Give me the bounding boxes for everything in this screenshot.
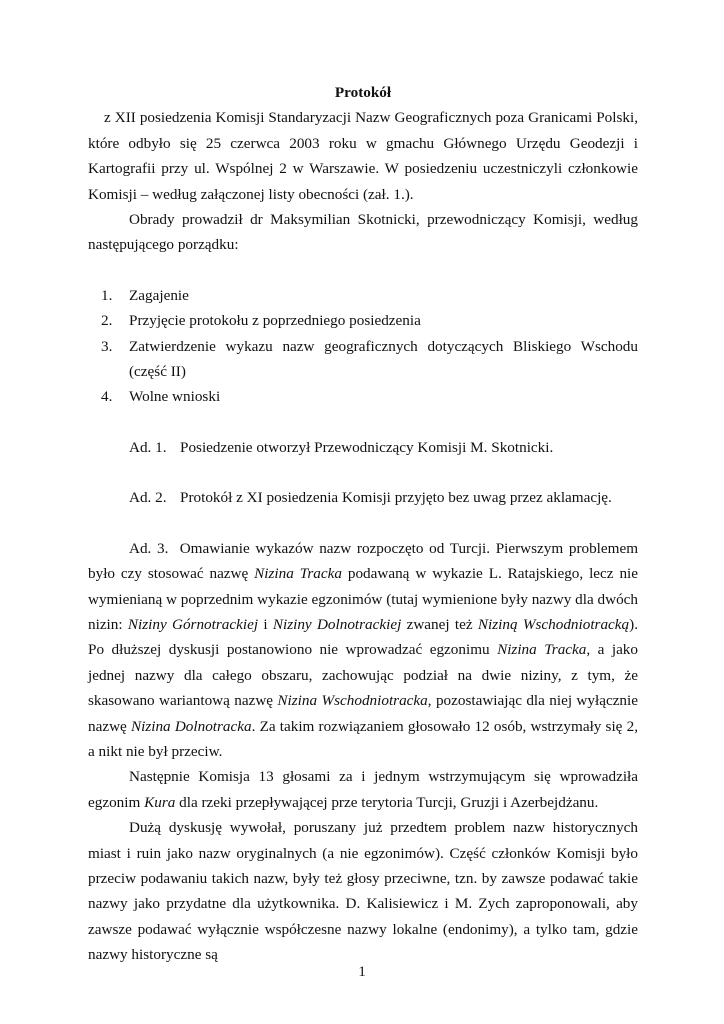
text-run: podawaną w wykazie L. Ratajskiego, lecz nie wymienianą w poprzednim wykazie egzonimów (tutaj wymienione były nazwy dla dwóch nizin:	[88, 565, 638, 633]
document-body	[88, 80, 638, 968]
ad2-paragraph	[88, 485, 638, 510]
text-run: ). Po dłuższej dyskusji postanowiono nie wprowadzać egzonimu	[88, 615, 638, 659]
agenda-item	[88, 308, 638, 333]
text-run: . Za takim rozwiązaniem głosowało 12 osób, wstrzymały się 2, a nikt nie był przeciw.	[88, 717, 638, 760]
agenda-item-text: Przyjęcie protokołu z poprzedniego posiedzenia	[129, 312, 421, 330]
agenda-item-number: 2.	[101, 312, 113, 330]
spacer	[88, 410, 638, 435]
text-run: Następnie Komisja 13 głosami za i jednym wstrzymującym się wprowadziła egzonim	[88, 768, 638, 811]
page-number: 1	[358, 963, 366, 980]
text-run: dla rzeki przepływającej prze terytoria Turcji, Gruzji i Azerbejdżanu.	[175, 793, 599, 811]
agenda-item-text: Wolne wnioski	[129, 388, 221, 406]
ad3-paragraph-2	[88, 764, 638, 815]
agenda-item	[88, 334, 638, 385]
agenda-item-text: Zagajenie	[129, 286, 189, 304]
agenda-list	[88, 283, 638, 410]
italic-place-name: Nizina Tracka	[497, 641, 587, 659]
text-run: , a jako jednej nazwy dla całego obszaru, zachowując podział na dwie niziny, z tym, że skasowano wariantową nazwę	[88, 641, 638, 710]
ad3-label: Ad. 3.	[129, 539, 169, 557]
spacer	[88, 511, 638, 536]
document-title: Protokół	[334, 84, 392, 101]
agenda-item-text: Zatwierdzenie wykazu nazw geograficznych dotyczących Bliskiego Wschodu (część II)	[129, 337, 638, 381]
intro-paragraph: z XII posiedzenia Komisji Standaryzacji Nazw Geograficznych poza Granicami Polski, które odbyło się 25 czerwca 2003 roku w gmachu Głównego Urzędu Geodezji i Kartografii przy ul. Wspólnej 2 w Warszawie. W posiedzeniu uczestniczyli członkowie Komisji – według załączonej listy obecności (zał. 1.).	[88, 109, 638, 203]
italic-place-name: Nizina Dolnotracka	[130, 717, 252, 735]
text-run: , pozostawiając dla niej wyłącznie nazwę	[88, 692, 638, 735]
agenda-item-number: 1.	[101, 286, 113, 304]
ad1-paragraph	[88, 435, 638, 460]
text-run: Omawianie wykazów nazw rozpoczęto od Turcji. Pierwszym problemem było czy stosować nazwę	[88, 539, 639, 583]
chair-paragraph: Obrady prowadził dr Maksymilian Skotnicki, przewodniczący Komisji, według następującego porządku:	[88, 211, 638, 254]
spacer	[88, 258, 638, 283]
agenda-item-number: 4.	[101, 388, 113, 406]
agenda-item	[88, 384, 638, 409]
ad2-label: Ad. 2.	[129, 489, 167, 507]
text-run: i	[258, 615, 273, 633]
italic-place-name: Nizina Tracka	[254, 565, 342, 583]
agenda-item	[88, 283, 638, 308]
italic-place-name: Niziny Dolnotrackiej	[272, 615, 402, 633]
italic-place-name: Niziny Górnotrackiej	[127, 615, 259, 633]
ad1-text: Posiedzenie otworzył Przewodniczący Komisji M. Skotnicki.	[180, 438, 554, 456]
ad3-paragraph-1	[88, 536, 638, 765]
text-run: zwanej też	[401, 615, 478, 633]
ad2-text: Protokół z XI posiedzenia Komisji przyjęto bez uwag przez aklamację.	[180, 489, 612, 507]
spacer	[88, 460, 638, 485]
agenda-item-number: 3.	[101, 337, 113, 355]
italic-place-name: Nizina Wschodniotracka	[277, 692, 428, 710]
italic-place-name: Niziną Wschodniotracką	[477, 615, 630, 633]
ad1-label: Ad. 1.	[129, 438, 167, 456]
ad3-paragraph-3: Dużą dyskusję wywołał, poruszany już przedtem problem nazw historycznych miast i ruin jako nazw oryginalnych (a nie egzonimów). Część członków Komisji było przeciw podawaniu takich nazw, były też głosy przeciwne, tzn. by zawsze podawać takie nazwy jako przydatne dla użytkownika. D. Kalisiewicz i M. Zych zaproponowali, aby zawsze podawać wyłącznie współczesne nazwy lokalne (endonimy), a tylko tam, gdzie nazwy historyczne są	[88, 819, 638, 964]
italic-place-name: Kura	[144, 793, 176, 811]
